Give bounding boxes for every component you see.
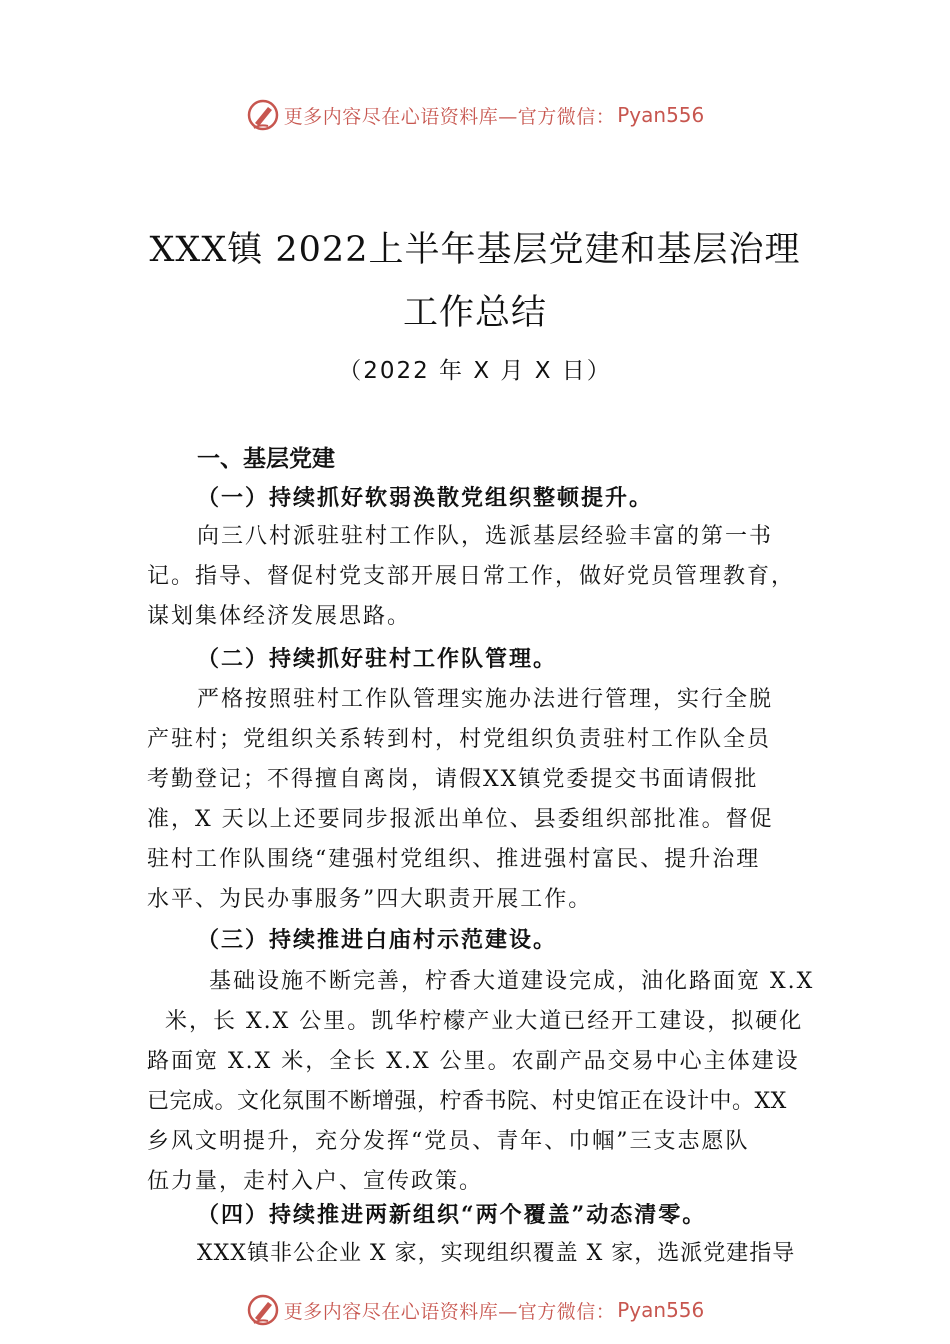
paragraph-line: 严格按照驻村工作队管理实施办法进行管理，实行全脱 <box>197 687 774 712</box>
paragraph-line: 驻村工作队围绕“建强村党组织、推进强村富民、提升治理 <box>147 847 761 872</box>
paragraph-line: 考勤登记；不得擅自离岗，请假XX镇党委提交书面请假批 <box>147 767 759 792</box>
paragraph-line: 基础设施不断完善，柠香大道建设完成，油化路面宽 X.X <box>209 969 815 994</box>
document-title-line2: 工作总结 <box>402 293 547 333</box>
paragraph-line: 向三八村派驻驻村工作队，选派基层经验丰富的第一书 <box>197 524 774 549</box>
subsection-heading-3: （三）持续推进白庙村示范建设。 <box>197 927 558 953</box>
paragraph-line: 水平、为民办事服务”四大职责开展工作。 <box>147 887 593 912</box>
subsection-heading-1: （一）持续抓好软弱涣散党组织整顿提升。 <box>197 485 654 511</box>
paragraph-line: 乡风文明提升，充分发挥“党员、青年、巾帼”三支志愿队 <box>147 1129 750 1154</box>
watermark-bottom <box>0 1290 950 1330</box>
watermark-text: 更多内容尽在心语资料库—官方微信： <box>283 1300 616 1323</box>
subsection-heading-2: （二）持续抓好驻村工作队管理。 <box>197 646 558 672</box>
watermark-text: 更多内容尽在心语资料库—官方微信： <box>283 105 616 128</box>
document-title-line1: XXX镇 2022上半年基层党建和基层治理 <box>149 230 801 270</box>
paragraph-line: 准，X 天以上还要同步报派出单位、县委组织部批准。督促 <box>147 807 774 832</box>
paragraph-line: 伍力量，走村入户、宣传政策。 <box>147 1169 484 1194</box>
document-date: （2022 年 X 月 X 日） <box>338 358 612 384</box>
watermark-id: Pyan556 <box>617 103 705 127</box>
paragraph-line: 谋划集体经济发展思路。 <box>147 604 412 629</box>
watermark-id: Pyan556 <box>617 1298 705 1322</box>
section-heading: 一、基层党建 <box>197 446 335 472</box>
paragraph-4 <box>147 1234 827 1274</box>
paragraph-3 <box>147 962 815 1202</box>
paragraph-line: XXX镇非公企业 X 家，实现组织覆盖 X 家，选派党建指导 <box>197 1241 796 1266</box>
subsection-heading-4: （四）持续推进两新组织“两个覆盖”动态清零。 <box>197 1202 707 1228</box>
paragraph-2 <box>147 680 807 920</box>
pen-logo-icon <box>246 1293 280 1327</box>
pen-logo-icon <box>246 98 280 132</box>
paragraph-line: 记。指导、督促村党支部开展日常工作，做好党员管理教育， <box>147 564 796 589</box>
paragraph-line: 米，长 X.X 公里。凯华柠檬产业大道已经开工建设，拟硬化 <box>165 1009 804 1034</box>
paragraph-1 <box>147 517 807 637</box>
watermark-top <box>0 95 950 135</box>
paragraph-line: 产驻村；党组织关系转到村，村党组织负责驻村工作队全员 <box>147 727 772 752</box>
paragraph-line: 路面宽 X.X 米，全长 X.X 公里。农副产品交易中心主体建设 <box>147 1049 800 1074</box>
paragraph-line: 已完成。文化氛围不断增强，柠香书院、村史馆正在设计中。XX <box>147 1089 787 1114</box>
